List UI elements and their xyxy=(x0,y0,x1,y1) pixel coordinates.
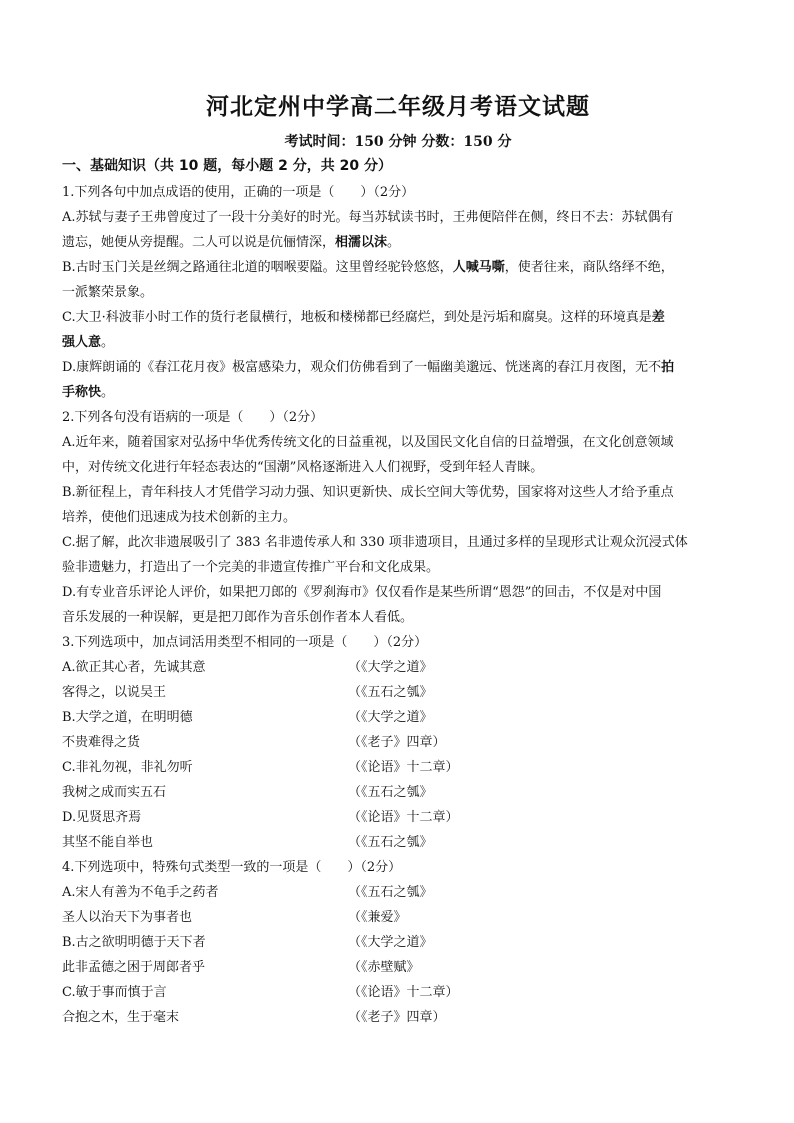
marked-idiom: 人喊马嘶 xyxy=(452,260,505,275)
option-row xyxy=(62,680,734,705)
option-text: B.古之欲明明德于天下者 xyxy=(62,935,206,950)
question-1 xyxy=(62,180,734,405)
option-source: （《五石之瓠》 xyxy=(348,785,433,800)
text: D.康辉朗诵的《春江花月夜》极富感染力，观众们仿佛看到了一幅幽美邈远、恍迷离的春江月夜图，无不 xyxy=(62,360,662,375)
option-source: （《五石之瓠》 xyxy=(348,685,433,700)
option-row xyxy=(62,730,734,755)
option-row xyxy=(62,980,734,1005)
option-text: A.欲正其心者，先诚其意 xyxy=(62,660,206,675)
option-b: B.新征程上，青年科技人才凭借学习动力强、知识更新快、成长空间大等优势，国家将对这些人才给予重点 xyxy=(62,485,674,500)
question-3 xyxy=(62,630,734,855)
option-row xyxy=(62,805,734,830)
question-stem: 4.下列选项中，特殊句式类型一致的一项是（ ）（2分） xyxy=(62,860,402,875)
marked-idiom: 差 xyxy=(651,310,665,325)
option-text: D.见贤思齐焉 xyxy=(62,810,142,825)
option-d: D.有专业音乐评论人评价，如果把刀郎的《罗刹海市》仅仅看作是某些所谓“恩怨”的回击，不仅是对中国 xyxy=(62,585,662,600)
option-source: （《大学之道》 xyxy=(348,710,433,725)
section-heading: 一、基础知识（共 10 题，每小题 2 分，共 20 分） xyxy=(62,158,392,174)
option-source: （《大学之道》 xyxy=(348,660,433,675)
option-source: （《五石之瓠》 xyxy=(348,885,433,900)
marked-idiom: 手称快 xyxy=(62,385,102,400)
option-source: （《兼爱》 xyxy=(348,910,407,925)
option-text: C.非礼勿视，非礼勿听 xyxy=(62,760,193,775)
option-text: 此非孟德之困于周郎者乎 xyxy=(62,960,206,975)
text: ，使者往来，商队络绎不绝， xyxy=(504,260,674,275)
option-a: A.近年来，随着国家对弘扬中华优秀传统文化的日益重视，以及国民文化自信的日益增强，在文化创意领域 xyxy=(62,435,674,450)
text: 遗忘，她便从旁提醒。二人可以说是伉俪情深， xyxy=(62,235,336,250)
option-row xyxy=(62,755,734,780)
option-text: A.宋人有善为不龟手之药者 xyxy=(62,885,219,900)
option-row xyxy=(62,1005,734,1030)
marked-idiom: 强人意 xyxy=(62,335,102,350)
text: 。 xyxy=(101,385,115,400)
option-source: （《五石之瓠》 xyxy=(348,835,433,850)
option-text: 其坚不能自举也 xyxy=(62,835,154,850)
option-a-cont xyxy=(62,230,734,255)
question-stem: 3.下列选项中，加点词活用类型不相同的一项是（ ）（2分） xyxy=(62,635,428,650)
option-text: B.大学之道，在明明德 xyxy=(62,710,193,725)
exam-meta: 考试时间：150 分钟 分数：150 分 xyxy=(284,134,512,150)
question-stem: 2.下列各句没有语病的一项是（ ）（2分） xyxy=(62,410,324,425)
option-a: A.苏轼与妻子王弗曾度过了一段十分美好的时光。每当苏轼读书时，王弗便陪伴在侧，终日不去：苏轼偶有 xyxy=(62,210,674,225)
option-row xyxy=(62,880,734,905)
option-row xyxy=(62,930,734,955)
option-d xyxy=(62,355,734,380)
option-row xyxy=(62,955,734,980)
option-source: （《论语》十二章） xyxy=(348,985,459,1000)
option-row xyxy=(62,655,734,680)
option-text: 客得之，以说吴王 xyxy=(62,685,167,700)
question-4 xyxy=(62,855,734,1030)
option-source: （《论语》十二章） xyxy=(348,810,459,825)
text: B.古时玉门关是丝绸之路通往北道的咽喉要隘。这里曾经驼铃悠悠， xyxy=(62,260,453,275)
option-c: C.据了解，此次非遗展吸引了 383 名非遗传承人和 330 项非遗项目，且通过多样的呈现形式让观众沉浸式体 xyxy=(62,535,688,550)
option-source: （《老子》四章） xyxy=(348,1010,446,1025)
question-stem: 1.下列各句中加点成语的使用，正确的一项是（ ）（2分） xyxy=(62,185,415,200)
option-source: （《大学之道》 xyxy=(348,935,433,950)
option-a-cont: 中，对传统文化进行年轻态表达的“国潮”风格逐渐进入人们视野，受到年轻人青睐。 xyxy=(62,460,544,475)
option-b xyxy=(62,255,734,280)
option-c-cont xyxy=(62,330,734,355)
option-c-cont: 验非遗魅力，打造出了一个完美的非遗宣传推广平台和文化成果。 xyxy=(62,560,440,575)
option-source: （《老子》四章） xyxy=(348,735,446,750)
option-d-cont xyxy=(62,380,734,405)
option-source: （《论语》十二章） xyxy=(348,760,459,775)
text: 。 xyxy=(387,235,401,250)
option-text: 圣人以治天下为事者也 xyxy=(62,910,193,925)
text: 。 xyxy=(101,335,115,350)
option-c xyxy=(62,305,734,330)
text: C.大卫·科波菲小时工作的货行老鼠横行，地板和楼梯都已经腐烂，到处是污垢和腐臭。这样的环境真是 xyxy=(62,310,652,325)
marked-idiom: 相濡以沫 xyxy=(335,235,388,250)
marked-idiom: 拍 xyxy=(661,360,675,375)
page-title: 河北定州中学高二年级月考语文试题 xyxy=(206,94,590,120)
option-row xyxy=(62,705,734,730)
option-text: 合抱之木，生于毫末 xyxy=(62,1010,180,1025)
option-row xyxy=(62,905,734,930)
question-2 xyxy=(62,405,734,630)
option-text: 不贵难得之货 xyxy=(62,735,141,750)
option-row xyxy=(62,780,734,805)
option-text: 我树之成而实五石 xyxy=(62,785,167,800)
option-b-cont: 一派繁荣景象。 xyxy=(62,285,154,300)
option-row xyxy=(62,830,734,855)
option-d-cont: 音乐发展的一种误解，更是把刀郎作为音乐创作者本人看低。 xyxy=(62,610,414,625)
option-source: （《赤壁赋》 xyxy=(348,960,420,975)
option-text: C.敏于事而慎于言 xyxy=(62,985,167,1000)
option-b-cont: 培养，使他们迅速成为技术创新的主力。 xyxy=(62,510,297,525)
